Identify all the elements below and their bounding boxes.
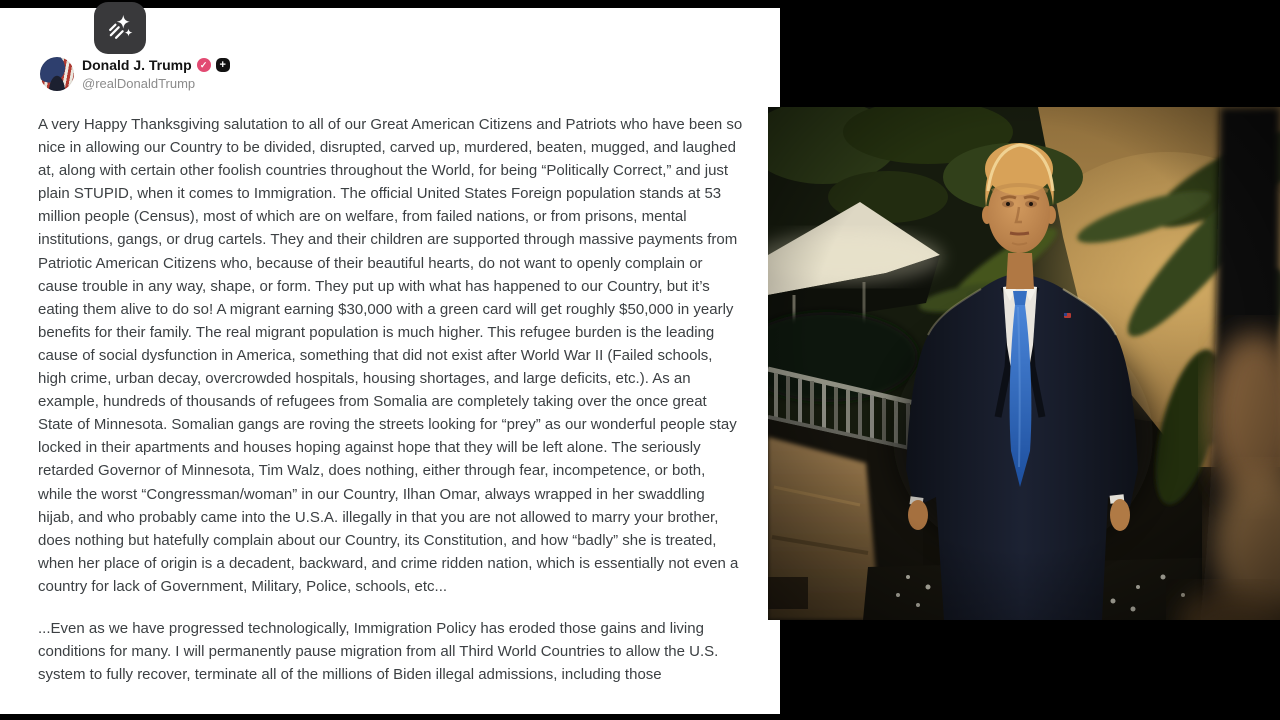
avatar[interactable]: [40, 57, 74, 91]
verified-check-glyph: ✓: [199, 59, 208, 70]
post-photo[interactable]: [768, 107, 1280, 620]
plus-badge-icon: +: [216, 58, 230, 72]
author-handle[interactable]: @realDonaldTrump: [82, 76, 196, 91]
verified-badge-icon: [197, 58, 211, 72]
truth-social-post-card: [0, 8, 780, 714]
post-paragraph: ...Even as we have progressed technologically, Immigration Policy has eroded those gains and living conditions for many. I will permanently pause migration from all Third World Countries to allow the U.S. system to fully recover, terminate all of the millions of Biden illegal admissions, including those: [38, 619, 719, 684]
sparkles-icon: [103, 11, 137, 45]
author-name[interactable]: Donald J. Trump: [82, 57, 192, 73]
post-paragraph: A very Happy Thanksgiving salutation to all of our Great American Citizens and Patriots who have been so nice in allowing our Country to be divided, disrupted, carved up, murdered, beaten, mugged, and laughed at, along with certain other foolish countries throughout the World, for being “Politically Correct,” and just plain STUPID, when it comes to Immigration. The official United States Foreign population stands at 53 million people (Census), most of which are on welfare, from failed nations, or from prisons, mental institutions, gangs, or drug cartels. They and their children are supported through massive payments from Patriotic American Citizens who, because of their beautiful hearts, do not want to openly complain or cause trouble in any way, shape, or form. They put up with what has happened to our Country, but it’s eating them alive to do so! A migrant earning $30,000 with a green card will get roughly $50,000 in yearly benefits for their family. The real migrant population is much higher. This refugee burden is the leading cause of social dysfunction in America, something that did not exist after World War II (Failed schools, high crime, urban decay, overcrowded hospitals, housing shortages, and large deficits, etc.). As an example, hundreds of thousands of refugees from Somalia are completely taking over the once great State of Minnesota. Somalian gangs are roving the streets looking for “prey” as our wonderful people stay locked in their apartments and houses hoping against hope that they will be left alone. The seriously retarded Governor of Minnesota, Tim Walz, does nothing, either through fear, incompetence, or both, while the worst “Congressman/woman” in our Country, Ilhan Omar, always wrapped in her swaddling hijab, and who probably came into the U.S.A. illegally in that you are not allowed to marry your brother, does nothing but hatefully complain about our Country, its Constitution, and how “badly” she is treated, when her place of origin is a decadent, backward, and crime ridden nation, which is essentially not even a country for lack of Government, Military, Police, schools, etc...: [38, 116, 743, 595]
author-row: [82, 57, 230, 73]
sparkles-overlay-button[interactable]: [94, 2, 146, 54]
post-body: [38, 113, 743, 686]
trump-night-photo: [768, 107, 1280, 620]
